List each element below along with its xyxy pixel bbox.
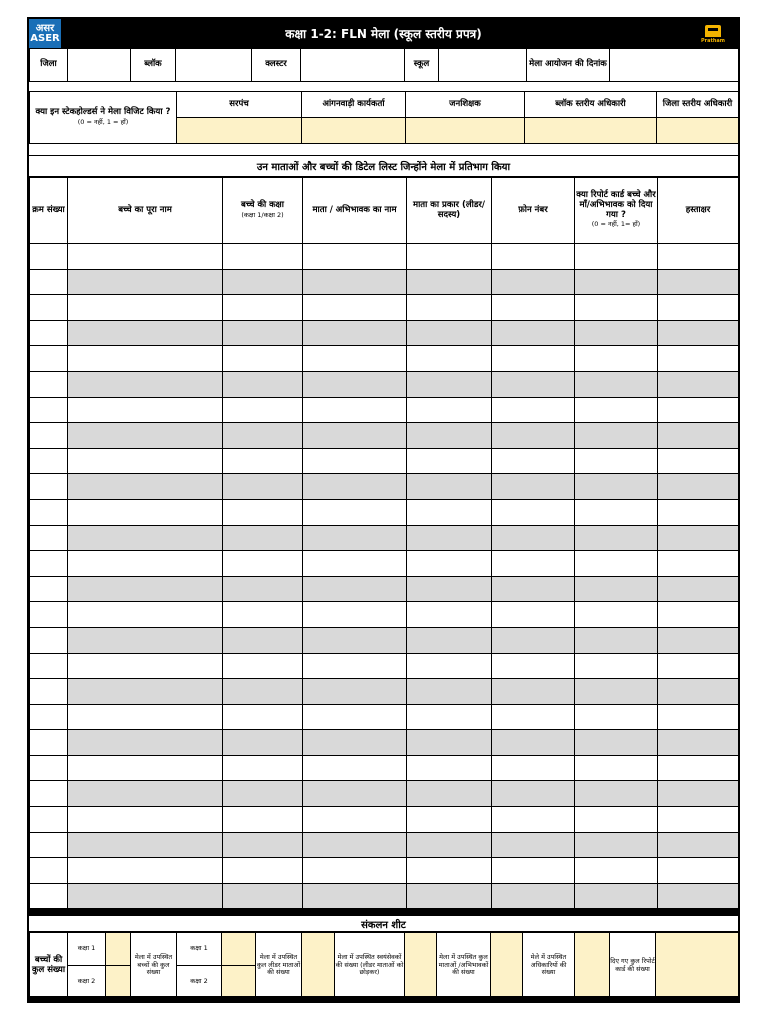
parent-name-cell[interactable] <box>303 551 407 577</box>
child-name-cell[interactable] <box>68 244 223 270</box>
report-card-cell[interactable] <box>575 295 658 321</box>
serial-cell[interactable] <box>30 679 68 705</box>
child-class-cell[interactable] <box>223 679 303 705</box>
phone-cell[interactable] <box>492 397 575 423</box>
signature-cell[interactable] <box>658 653 739 679</box>
report-card-cell[interactable] <box>575 525 658 551</box>
participants-section-title: उन माताओं और बच्चों की डिटेल लिस्ट जिन्होंने मेला में प्रतिभाग किया <box>29 155 738 177</box>
table-row <box>30 499 739 525</box>
child-name-cell[interactable] <box>68 423 223 449</box>
serial-cell[interactable] <box>30 474 68 500</box>
mother-type-cell[interactable] <box>407 320 492 346</box>
mother-type-cell[interactable] <box>407 499 492 525</box>
signature-cell[interactable] <box>658 704 739 730</box>
serial-cell[interactable] <box>30 499 68 525</box>
parent-name-cell[interactable] <box>303 602 407 628</box>
table-row <box>30 320 739 346</box>
child-class-cell[interactable] <box>223 423 303 449</box>
mother-type-cell[interactable] <box>407 474 492 500</box>
report-card-cell[interactable] <box>575 576 658 602</box>
col-signature: हस्ताक्षर <box>658 178 739 244</box>
serial-cell[interactable] <box>30 525 68 551</box>
serial-cell[interactable] <box>30 371 68 397</box>
parent-name-cell[interactable] <box>303 499 407 525</box>
table-row <box>30 474 739 500</box>
table-row <box>30 371 739 397</box>
stakeholder-question: क्या इन स्टेकहोल्डर्स ने मेला विजिट किया ? (0 = नहीं, 1 = हाँ) <box>30 92 177 144</box>
child-class-cell[interactable] <box>223 244 303 270</box>
class2-present-label: कक्षा 2 <box>177 966 222 999</box>
table-row <box>30 602 739 628</box>
serial-cell[interactable] <box>30 627 68 653</box>
mothers-guardians-input[interactable] <box>491 933 523 999</box>
table-row <box>30 832 739 858</box>
child-class-cell[interactable] <box>223 755 303 781</box>
child-class-cell[interactable] <box>223 346 303 372</box>
col-child-class: बच्चे की कक्षा (कक्षा 1/कक्षा 2) <box>223 178 303 244</box>
report-card-cell[interactable] <box>575 679 658 705</box>
signature-cell[interactable] <box>658 602 739 628</box>
volunteers-input[interactable] <box>405 933 437 999</box>
class1-count-input[interactable] <box>106 933 131 966</box>
book-icon <box>705 25 721 37</box>
volunteers-label: मेला में उपस्थित स्वयंसेवकों की संख्या (लीडर माताओं को छोड़कर) <box>335 933 405 999</box>
child-class-cell[interactable] <box>223 832 303 858</box>
table-row <box>30 244 739 270</box>
child-class-cell[interactable] <box>223 653 303 679</box>
child-name-cell[interactable] <box>68 602 223 628</box>
parent-name-cell[interactable] <box>303 346 407 372</box>
parent-name-cell[interactable] <box>303 858 407 884</box>
report-card-cell[interactable] <box>575 346 658 372</box>
parent-name-cell[interactable] <box>303 423 407 449</box>
signature-cell[interactable] <box>658 525 739 551</box>
col-serial: क्रम संख्या <box>30 178 68 244</box>
phone-cell[interactable] <box>492 679 575 705</box>
col-sarpanch: सरपंच <box>177 92 302 118</box>
report-card-cell[interactable] <box>575 858 658 884</box>
child-class-cell[interactable] <box>223 269 303 295</box>
table-row <box>30 755 739 781</box>
mother-type-cell[interactable] <box>407 679 492 705</box>
table-row <box>30 397 739 423</box>
phone-cell[interactable] <box>492 832 575 858</box>
serial-cell[interactable] <box>30 755 68 781</box>
parent-name-cell[interactable] <box>303 448 407 474</box>
block-official-input[interactable] <box>525 118 657 144</box>
report-card-cell[interactable] <box>575 653 658 679</box>
participant-rows <box>30 244 739 909</box>
child-name-cell[interactable] <box>68 269 223 295</box>
serial-cell[interactable] <box>30 602 68 628</box>
phone-cell[interactable] <box>492 320 575 346</box>
report-card-cell[interactable] <box>575 807 658 833</box>
child-class-cell[interactable] <box>223 474 303 500</box>
report-card-cell[interactable] <box>575 755 658 781</box>
parent-name-cell[interactable] <box>303 730 407 756</box>
report-card-cell[interactable] <box>575 781 658 807</box>
phone-cell[interactable] <box>492 653 575 679</box>
block-label: ब्लॉक <box>131 49 176 82</box>
serial-cell[interactable] <box>30 269 68 295</box>
form-sheet <box>27 17 740 1003</box>
class2-count-input[interactable] <box>106 966 131 999</box>
anganwadi-input[interactable] <box>302 118 406 144</box>
report-card-cell[interactable] <box>575 627 658 653</box>
signature-cell[interactable] <box>658 832 739 858</box>
mothers-guardians-label: मेला में उपस्थित कुल माताओं /अभिभावकों की संख्या <box>437 933 491 999</box>
school-field[interactable] <box>439 49 527 82</box>
mother-type-cell[interactable] <box>407 704 492 730</box>
phone-cell[interactable] <box>492 371 575 397</box>
phone-cell[interactable] <box>492 576 575 602</box>
phone-cell[interactable] <box>492 602 575 628</box>
child-name-cell[interactable] <box>68 858 223 884</box>
child-name-cell[interactable] <box>68 499 223 525</box>
child-name-cell[interactable] <box>68 832 223 858</box>
block-field[interactable] <box>176 49 252 82</box>
mother-type-cell[interactable] <box>407 730 492 756</box>
table-row <box>30 448 739 474</box>
child-name-cell[interactable] <box>68 448 223 474</box>
phone-cell[interactable] <box>492 704 575 730</box>
class2-label: कक्षा 2 <box>68 966 106 999</box>
signature-cell[interactable] <box>658 576 739 602</box>
serial-cell[interactable] <box>30 807 68 833</box>
table-row <box>30 423 739 449</box>
serial-cell[interactable] <box>30 551 68 577</box>
signature-cell[interactable] <box>658 448 739 474</box>
parent-name-cell[interactable] <box>303 807 407 833</box>
report-card-cell[interactable] <box>575 371 658 397</box>
parent-name-cell[interactable] <box>303 269 407 295</box>
bottom-bar <box>29 996 738 1001</box>
serial-cell[interactable] <box>30 883 68 909</box>
signature-cell[interactable] <box>658 499 739 525</box>
mother-type-cell[interactable] <box>407 653 492 679</box>
child-name-cell[interactable] <box>68 320 223 346</box>
mother-type-cell[interactable] <box>407 295 492 321</box>
signature-cell[interactable] <box>658 883 739 909</box>
signature-cell[interactable] <box>658 627 739 653</box>
col-anganwadi: आंगनवाड़ी कार्यकर्ता <box>302 92 406 118</box>
officials-input[interactable] <box>575 933 610 999</box>
serial-cell[interactable] <box>30 397 68 423</box>
parent-name-cell[interactable] <box>303 883 407 909</box>
child-class-cell[interactable] <box>223 295 303 321</box>
parent-name-cell[interactable] <box>303 244 407 270</box>
mother-type-cell[interactable] <box>407 602 492 628</box>
district-official-input[interactable] <box>657 118 739 144</box>
aser-logo: असर ASER <box>29 19 61 48</box>
child-class-cell[interactable] <box>223 704 303 730</box>
table-row <box>30 576 739 602</box>
mother-type-cell[interactable] <box>407 346 492 372</box>
mother-type-cell[interactable] <box>407 807 492 833</box>
child-class-cell[interactable] <box>223 602 303 628</box>
serial-cell[interactable] <box>30 858 68 884</box>
child-name-cell[interactable] <box>68 474 223 500</box>
serial-cell[interactable] <box>30 730 68 756</box>
parent-name-cell[interactable] <box>303 397 407 423</box>
child-class-cell[interactable] <box>223 397 303 423</box>
phone-cell[interactable] <box>492 525 575 551</box>
phone-cell[interactable] <box>492 883 575 909</box>
table-row <box>30 858 739 884</box>
serial-cell[interactable] <box>30 781 68 807</box>
signature-cell[interactable] <box>658 244 739 270</box>
cluster-label: क्लस्टर <box>252 49 301 82</box>
serial-cell[interactable] <box>30 448 68 474</box>
phone-cell[interactable] <box>492 499 575 525</box>
child-name-cell[interactable] <box>68 397 223 423</box>
phone-cell[interactable] <box>492 448 575 474</box>
col-report-card: क्या रिपोर्ट कार्ड बच्चे और माँ/अभिभावक को दिया गया ? (0 = नहीं, 1= हाँ) <box>575 178 658 244</box>
signature-cell[interactable] <box>658 551 739 577</box>
summary-section-title: संकलन शीट <box>29 915 738 932</box>
child-class-cell[interactable] <box>223 858 303 884</box>
signature-cell[interactable] <box>658 755 739 781</box>
phone-cell[interactable] <box>492 858 575 884</box>
parent-name-cell[interactable] <box>303 832 407 858</box>
total-children-label: बच्चों की कुल संख्या <box>30 933 68 999</box>
parent-name-cell[interactable] <box>303 320 407 346</box>
report-card-cell[interactable] <box>575 269 658 295</box>
leader-mothers-label: मेला में उपस्थित कुल लीडर माताओं की संख्या <box>256 933 302 999</box>
report-card-cell[interactable] <box>575 551 658 577</box>
table-row <box>30 269 739 295</box>
location-table <box>29 48 739 82</box>
serial-cell[interactable] <box>30 653 68 679</box>
class1-label: कक्षा 1 <box>68 933 106 966</box>
child-class-cell[interactable] <box>223 448 303 474</box>
phone-cell[interactable] <box>492 295 575 321</box>
child-name-cell[interactable] <box>68 295 223 321</box>
page-title: कक्षा 1-2: FLN मेला (स्कूल स्तरीय प्रपत्र) <box>285 27 482 41</box>
phone-cell[interactable] <box>492 781 575 807</box>
signature-cell[interactable] <box>658 371 739 397</box>
district-label: जिला <box>30 49 68 82</box>
mother-type-cell[interactable] <box>407 627 492 653</box>
mother-type-cell[interactable] <box>407 423 492 449</box>
child-class-cell[interactable] <box>223 807 303 833</box>
serial-cell[interactable] <box>30 320 68 346</box>
report-card-cell[interactable] <box>575 704 658 730</box>
signature-cell[interactable] <box>658 858 739 884</box>
child-name-cell[interactable] <box>68 755 223 781</box>
mother-type-cell[interactable] <box>407 858 492 884</box>
child-name-cell[interactable] <box>68 627 223 653</box>
signature-cell[interactable] <box>658 295 739 321</box>
signature-cell[interactable] <box>658 807 739 833</box>
signature-cell[interactable] <box>658 346 739 372</box>
table-row <box>30 883 739 909</box>
signature-cell[interactable] <box>658 474 739 500</box>
leader-mothers-input[interactable] <box>302 933 335 999</box>
parent-name-cell[interactable] <box>303 295 407 321</box>
school-label: स्कूल <box>405 49 439 82</box>
mother-type-cell[interactable] <box>407 832 492 858</box>
table-row <box>30 704 739 730</box>
signature-cell[interactable] <box>658 269 739 295</box>
child-class-cell[interactable] <box>223 525 303 551</box>
child-class-cell[interactable] <box>223 371 303 397</box>
phone-cell[interactable] <box>492 244 575 270</box>
signature-cell[interactable] <box>658 679 739 705</box>
phone-cell[interactable] <box>492 551 575 577</box>
serial-cell[interactable] <box>30 704 68 730</box>
report-card-cell[interactable] <box>575 423 658 449</box>
report-cards-input[interactable] <box>656 933 739 999</box>
child-class-cell[interactable] <box>223 320 303 346</box>
fair-date-field[interactable] <box>610 49 739 82</box>
child-class-cell[interactable] <box>223 781 303 807</box>
col-mother-type: माता का प्रकार (लीडर/सदस्य) <box>407 178 492 244</box>
report-card-cell[interactable] <box>575 244 658 270</box>
children-present-label: मेला में उपस्थित बच्चों की कुल संख्या <box>131 933 177 999</box>
table-row <box>30 653 739 679</box>
serial-cell[interactable] <box>30 576 68 602</box>
child-class-cell[interactable] <box>223 576 303 602</box>
serial-cell[interactable] <box>30 346 68 372</box>
mother-type-cell[interactable] <box>407 781 492 807</box>
table-row <box>30 346 739 372</box>
report-card-cell[interactable] <box>575 499 658 525</box>
child-class-cell[interactable] <box>223 730 303 756</box>
fair-date-label: मेला आयोजन की दिनांक <box>527 49 610 82</box>
parent-name-cell[interactable] <box>303 474 407 500</box>
cluster-field[interactable] <box>301 49 405 82</box>
child-name-cell[interactable] <box>68 525 223 551</box>
child-name-cell[interactable] <box>68 679 223 705</box>
table-row <box>30 807 739 833</box>
mother-type-cell[interactable] <box>407 525 492 551</box>
class1-present-label: कक्षा 1 <box>177 933 222 966</box>
report-card-cell[interactable] <box>575 474 658 500</box>
mother-type-cell[interactable] <box>407 397 492 423</box>
phone-cell[interactable] <box>492 474 575 500</box>
parent-name-cell[interactable] <box>303 653 407 679</box>
summary-table <box>29 932 739 999</box>
col-janshikshak: जनशिक्षक <box>406 92 525 118</box>
child-name-cell[interactable] <box>68 371 223 397</box>
col-phone: फ़ोन नंबर <box>492 178 575 244</box>
col-block-official: ब्लॉक स्तरीय अधिकारी <box>525 92 657 118</box>
report-card-cell[interactable] <box>575 448 658 474</box>
phone-cell[interactable] <box>492 269 575 295</box>
phone-cell[interactable] <box>492 807 575 833</box>
report-card-cell[interactable] <box>575 832 658 858</box>
parent-name-cell[interactable] <box>303 525 407 551</box>
class2-present-input[interactable] <box>222 966 256 999</box>
child-name-cell[interactable] <box>68 346 223 372</box>
table-row <box>30 679 739 705</box>
child-name-cell[interactable] <box>68 883 223 909</box>
table-row <box>30 730 739 756</box>
serial-cell[interactable] <box>30 832 68 858</box>
sarpanch-input[interactable] <box>177 118 302 144</box>
signature-cell[interactable] <box>658 320 739 346</box>
district-field[interactable] <box>68 49 131 82</box>
child-class-cell[interactable] <box>223 499 303 525</box>
mother-type-cell[interactable] <box>407 551 492 577</box>
mother-type-cell[interactable] <box>407 269 492 295</box>
child-class-cell[interactable] <box>223 883 303 909</box>
report-card-cell[interactable] <box>575 730 658 756</box>
parent-name-cell[interactable] <box>303 704 407 730</box>
report-cards-label: दिए गए कुल रिपोर्ट कार्ड की संख्या <box>610 933 656 999</box>
mother-type-cell[interactable] <box>407 448 492 474</box>
serial-cell[interactable] <box>30 295 68 321</box>
report-card-cell[interactable] <box>575 602 658 628</box>
col-child-name: बच्चे का पूरा नाम <box>68 178 223 244</box>
pratham-logo: Pratham <box>698 22 728 46</box>
mother-type-cell[interactable] <box>407 244 492 270</box>
phone-cell[interactable] <box>492 346 575 372</box>
serial-cell[interactable] <box>30 244 68 270</box>
col-parent-name: माता / अभिभावक का नाम <box>303 178 407 244</box>
child-name-cell[interactable] <box>68 730 223 756</box>
child-name-cell[interactable] <box>68 653 223 679</box>
report-card-cell[interactable] <box>575 320 658 346</box>
child-class-cell[interactable] <box>223 627 303 653</box>
parent-name-cell[interactable] <box>303 576 407 602</box>
title-bar <box>29 19 738 48</box>
parent-name-cell[interactable] <box>303 781 407 807</box>
participants-table <box>29 177 739 909</box>
officials-label: मेले में उपस्थित अधिकारियों की संख्या <box>523 933 575 999</box>
parent-name-cell[interactable] <box>303 679 407 705</box>
child-name-cell[interactable] <box>68 704 223 730</box>
janshikshak-input[interactable] <box>406 118 525 144</box>
parent-name-cell[interactable] <box>303 371 407 397</box>
phone-cell[interactable] <box>492 730 575 756</box>
child-name-cell[interactable] <box>68 551 223 577</box>
signature-cell[interactable] <box>658 781 739 807</box>
parent-name-cell[interactable] <box>303 627 407 653</box>
phone-cell[interactable] <box>492 627 575 653</box>
table-row <box>30 295 739 321</box>
table-row <box>30 551 739 577</box>
parent-name-cell[interactable] <box>303 755 407 781</box>
col-district-official: जिला स्तरीय अधिकारी <box>657 92 739 118</box>
signature-cell[interactable] <box>658 730 739 756</box>
mother-type-cell[interactable] <box>407 883 492 909</box>
child-class-cell[interactable] <box>223 551 303 577</box>
mother-type-cell[interactable] <box>407 371 492 397</box>
child-name-cell[interactable] <box>68 781 223 807</box>
child-name-cell[interactable] <box>68 576 223 602</box>
child-name-cell[interactable] <box>68 807 223 833</box>
phone-cell[interactable] <box>492 423 575 449</box>
mother-type-cell[interactable] <box>407 755 492 781</box>
serial-cell[interactable] <box>30 423 68 449</box>
mother-type-cell[interactable] <box>407 576 492 602</box>
table-row <box>30 781 739 807</box>
table-row <box>30 627 739 653</box>
class1-present-input[interactable] <box>222 933 256 966</box>
report-card-cell[interactable] <box>575 883 658 909</box>
stakeholder-table <box>29 91 739 144</box>
table-row <box>30 525 739 551</box>
signature-cell[interactable] <box>658 423 739 449</box>
phone-cell[interactable] <box>492 755 575 781</box>
report-card-cell[interactable] <box>575 397 658 423</box>
signature-cell[interactable] <box>658 397 739 423</box>
